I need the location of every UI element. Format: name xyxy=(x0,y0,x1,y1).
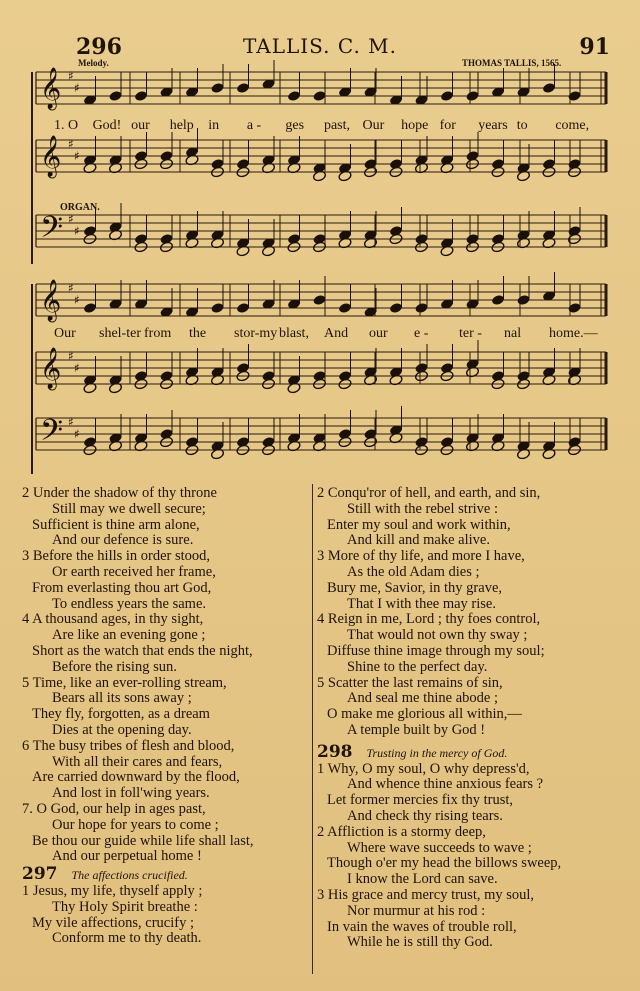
verse-line: As the old Adam dies ; xyxy=(347,563,480,580)
hymn-heading xyxy=(22,864,308,885)
stanza xyxy=(317,612,617,675)
lyric-syllable: from xyxy=(144,326,172,341)
note-head xyxy=(389,302,403,314)
note-head xyxy=(236,82,250,94)
page-number: 91 xyxy=(579,34,610,60)
note-head xyxy=(312,294,326,306)
verse-line: Let former mercies fix thy trust, xyxy=(327,792,514,809)
bass-clef-icon: 𝄢 xyxy=(40,414,64,455)
hymn-title: The affections crucified. xyxy=(71,868,188,883)
lyric-syllable: our xyxy=(131,118,150,133)
stanza xyxy=(22,802,308,865)
verse-line: Diffuse thine image through my soul; xyxy=(327,642,545,659)
verse-line: Dies at the opening day. xyxy=(52,721,192,738)
stanza xyxy=(22,739,308,802)
verse-line: From everlasting thou art God, xyxy=(32,579,212,596)
verse-line: Nor murmur at his rod : xyxy=(347,902,486,919)
verse-line: 6 The busy tribes of flesh and blood, xyxy=(22,737,235,754)
melody-label: Melody. xyxy=(78,58,109,68)
note-head xyxy=(338,302,352,314)
lyric-syllable: home.— xyxy=(549,326,598,341)
verse-line: That would not own thy sway ; xyxy=(347,627,528,644)
lyric-syllable: Our xyxy=(54,326,76,341)
verse-line: Though o'er my head the billows sweep, xyxy=(327,855,562,872)
verse-line: Shine to the perfect day. xyxy=(347,658,488,675)
verse-line: 3 Before the hills in order stood, xyxy=(22,548,211,565)
note-head xyxy=(287,90,301,102)
treble-clef-icon: 𝄞 xyxy=(40,348,62,389)
verse-line: 2 Under the shadow of thy throne xyxy=(22,485,217,501)
lyric-syllable: past, xyxy=(323,118,350,133)
stanza xyxy=(317,762,617,825)
note-head xyxy=(491,294,505,306)
lyric-line-1 xyxy=(54,118,594,134)
verse-line: Before the rising sun. xyxy=(52,658,177,675)
verse-line: 3 His grace and mercy trust, my soul, xyxy=(317,886,535,903)
left-column xyxy=(22,486,308,947)
stanza xyxy=(317,825,617,888)
verse-line: And our defence is sure. xyxy=(52,532,194,549)
verse-line: To endless years the same. xyxy=(52,595,207,612)
verse-line: That I with thee may rise. xyxy=(347,595,496,612)
sharp-icon: ♯ xyxy=(74,427,80,441)
note-head xyxy=(83,302,97,314)
sharp-icon: ♯ xyxy=(74,293,80,307)
stanza xyxy=(22,676,308,739)
verse-line: Enter my soul and work within, xyxy=(327,516,511,533)
verse-line: With all their cares and fears, xyxy=(52,753,223,770)
verse-line: Still may we dwell secure; xyxy=(52,500,206,517)
note-head xyxy=(236,302,250,314)
stanza xyxy=(22,486,308,549)
lyric-syllable: e - xyxy=(414,326,429,341)
lyric-syllable: And xyxy=(324,326,349,341)
note-head xyxy=(312,90,326,102)
bass-clef-icon: 𝄢 xyxy=(40,211,64,252)
stanza xyxy=(317,549,617,612)
lyric-syllable: God! xyxy=(92,118,122,133)
lyric-syllable: in xyxy=(208,118,220,133)
lyric-syllable: a - xyxy=(246,118,262,133)
verse-line: Are like an evening gone ; xyxy=(52,627,206,644)
lyric-syllable: come, xyxy=(555,118,590,133)
verse-line: Our hope for years to come ; xyxy=(52,816,219,833)
organ-label: ORGAN. xyxy=(60,202,100,213)
verse-line: 2 Conqu'ror of hell, and earth, and sin, xyxy=(317,485,541,501)
verse-line: My vile affections, crucify ; xyxy=(32,914,194,931)
hymn-number-296: 296 xyxy=(76,34,122,60)
stanza xyxy=(22,612,308,675)
lyric-syllable: the xyxy=(189,326,207,341)
verse-line: And check thy rising tears. xyxy=(347,807,503,824)
note-head xyxy=(465,90,479,102)
lyric-syllable: hope xyxy=(401,118,429,133)
verse-line: Bury me, Savior, in thy grave, xyxy=(327,579,502,596)
sharp-icon: ♯ xyxy=(74,81,80,95)
stanza xyxy=(317,486,617,549)
sharp-icon: ♯ xyxy=(68,137,74,151)
music-score xyxy=(0,0,640,480)
verse-line: And seal me thine abode ; xyxy=(347,690,498,707)
verse-line: And our perpetual home ! xyxy=(52,848,202,865)
verse-line: 4 Reign in me, Lord ; thy foes control, xyxy=(317,611,541,628)
lyric-line-2 xyxy=(54,326,598,342)
verse-line: 2 Affliction is a stormy deep, xyxy=(317,823,486,840)
verse-line: 1 Jesus, my life, thyself apply ; xyxy=(22,882,203,899)
note-head xyxy=(414,302,428,314)
verse-line: Short as the watch that ends the night, xyxy=(32,642,253,659)
verse-line: In vain the waves of trouble roll, xyxy=(327,918,517,935)
verse-line: 5 Time, like an ever-rolling stream, xyxy=(22,674,227,691)
hymn-heading xyxy=(317,741,617,762)
lyric-syllable: nal xyxy=(504,326,522,341)
verse-line: 1 Why, O my soul, O why depress'd, xyxy=(317,760,530,777)
sharp-icon: ♯ xyxy=(74,361,80,375)
note-head xyxy=(108,90,122,102)
verse-line: Or earth received her frame, xyxy=(52,563,216,580)
lyric-syllable: blast, xyxy=(279,326,309,341)
note-head xyxy=(440,90,454,102)
verse-line: O make me glorious all within,— xyxy=(327,706,522,723)
verse-line: Still with the rebel strive : xyxy=(347,500,499,517)
verse-line: And whence thine anxious fears ? xyxy=(347,776,544,793)
sharp-icon: ♯ xyxy=(68,415,74,429)
lyric-syllable: to xyxy=(516,118,528,133)
stanza xyxy=(317,676,617,739)
lyric-syllable: ter - xyxy=(459,326,482,341)
sharp-icon: ♯ xyxy=(68,212,74,226)
sharp-icon: ♯ xyxy=(68,349,74,363)
right-column xyxy=(317,486,617,951)
verse-line: 3 More of thy life, and more I have, xyxy=(317,548,525,565)
treble-clef-icon: 𝄞 xyxy=(40,280,62,321)
hymn-number: 297 xyxy=(22,864,58,885)
lyric-syllable: help xyxy=(169,118,194,133)
verse-line: Where wave succeeds to wave ; xyxy=(347,839,532,856)
sharp-icon: ♯ xyxy=(68,281,74,295)
lyric-syllable: stor-my xyxy=(234,326,278,341)
lyric-syllable: 1. O xyxy=(54,118,79,133)
verse-line: They fly, forgotten, as a dream xyxy=(32,706,210,723)
column-divider xyxy=(312,484,313,974)
note-head xyxy=(210,302,224,314)
note-head xyxy=(134,90,148,102)
lyric-syllable: shel-ter xyxy=(99,326,141,341)
lyric-syllable: years xyxy=(478,118,508,133)
lyric-syllable: ges xyxy=(285,118,305,133)
lyric-syllable: Our xyxy=(362,118,385,133)
verse-line: Sufficient is thine arm alone, xyxy=(32,516,200,533)
verse-line: 7. O God, our help in ages past, xyxy=(22,800,206,817)
stanza xyxy=(22,549,308,612)
note-head xyxy=(210,82,224,94)
treble-clef-icon: 𝄞 xyxy=(40,68,62,109)
verse-line: And lost in foll'wing years. xyxy=(52,785,210,802)
verse-line: Thy Holy Spirit breathe : xyxy=(52,898,198,915)
verse-line: Conform me to thy death. xyxy=(52,930,202,947)
verse-line: While he is still thy God. xyxy=(347,934,493,951)
sharp-icon: ♯ xyxy=(68,69,74,83)
treble-clef-icon: 𝄞 xyxy=(40,136,62,177)
verse-line: Are carried downward by the flood, xyxy=(32,769,240,786)
verse-line: And kill and make alive. xyxy=(347,532,490,549)
verse-line: Be thou our guide while life shall last, xyxy=(32,832,254,849)
hymn-number: 298 xyxy=(317,741,353,762)
lyric-syllable: for xyxy=(439,118,456,133)
tune-title: TALLIS. C. M. xyxy=(243,34,397,58)
verse-line: Bears all its sons away ; xyxy=(52,690,192,707)
stanza xyxy=(317,888,617,951)
verse-line: I know the Lord can save. xyxy=(347,871,498,888)
verse-line: A temple built by God ! xyxy=(347,721,486,738)
sharp-icon: ♯ xyxy=(74,224,80,238)
hymn-title: Trusting in the mercy of God. xyxy=(366,745,508,760)
verse-line: 4 A thousand ages, in thy sight, xyxy=(22,611,204,628)
note-head xyxy=(516,294,530,306)
lyric-syllable: our xyxy=(369,326,388,341)
note-head xyxy=(542,82,556,94)
composer-credit: THOMAS TALLIS, 1565. xyxy=(462,58,562,68)
verse-line: 5 Scatter the last remains of sin, xyxy=(317,674,503,691)
sharp-icon: ♯ xyxy=(74,149,80,163)
